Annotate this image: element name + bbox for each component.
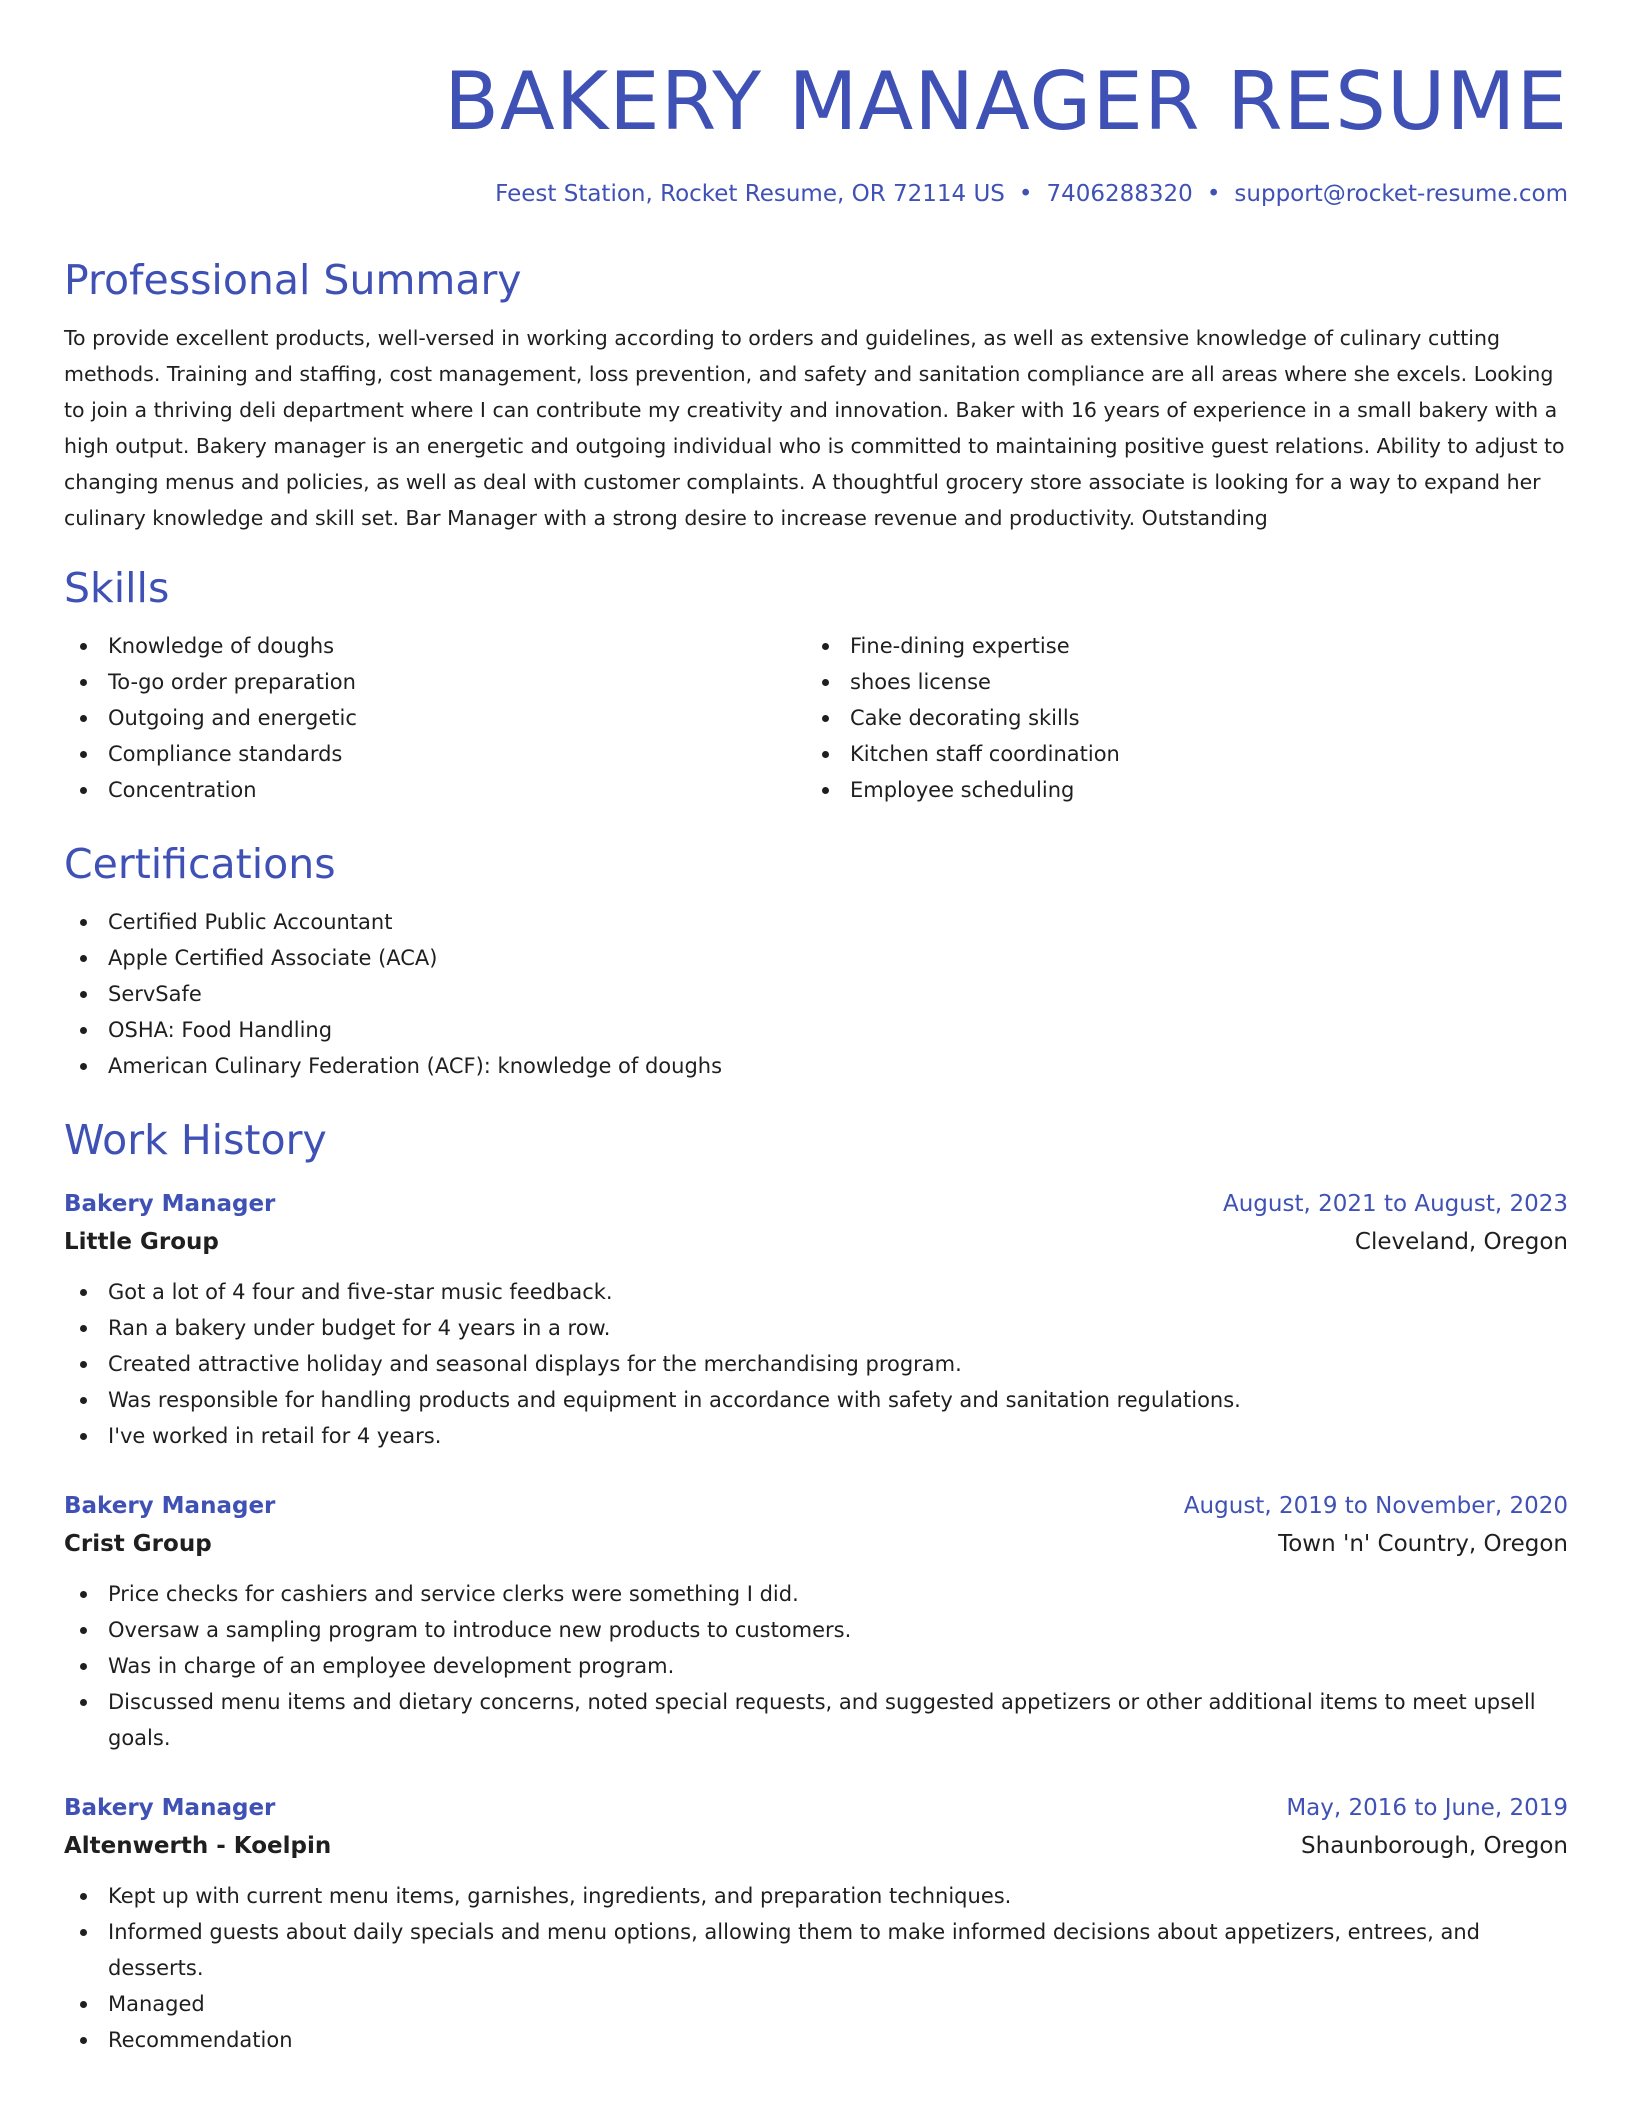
skills-list-left (64, 628, 806, 808)
skills-list-right (806, 628, 1548, 808)
job-dates: August, 2019 to November, 2020 (1183, 1493, 1568, 1519)
job-entry (64, 1790, 1568, 2058)
skill-item: Compliance standards (64, 736, 806, 772)
job-company-row (64, 1524, 1568, 1564)
skills-columns (64, 628, 1568, 808)
skill-item: shoes license (806, 664, 1548, 700)
certification-item: Apple Certified Associate (ACA) (64, 940, 1568, 976)
job-bullet: Was responsible for handling products and equipment in accordance with safety and sanitation regulations. (64, 1382, 1568, 1418)
job-bullet: I've worked in retail for 4 years. (64, 1418, 1568, 1454)
job-entry (64, 1186, 1568, 1454)
job-company: Altenwerth - Koelpin (64, 1833, 332, 1859)
work-history-heading: Work History (64, 1116, 327, 1164)
certification-item: ServSafe (64, 976, 1568, 1012)
job-dates: August, 2021 to August, 2023 (1223, 1191, 1568, 1217)
job-company-row (64, 1826, 1568, 1866)
job-bullet: Price checks for cashiers and service clerks were something I did. (64, 1576, 1568, 1612)
job-company-row (64, 1222, 1568, 1262)
contact-line (64, 178, 1568, 210)
job-bullet: Managed (64, 1986, 1568, 2022)
job-location: Cleveland, Oregon (1354, 1229, 1568, 1255)
skills-column-left (64, 628, 806, 808)
job-bullet: Kept up with current menu items, garnishes, ingredients, and preparation techniques. (64, 1878, 1568, 1914)
job-bullets (64, 1274, 1568, 1454)
contact-separator: • (1018, 181, 1033, 207)
summary-text: To provide excellent products, well-versed in working according to orders and guidelines, as well as extensive knowledge of culinary cutting methods. Training and staffing, cost management, loss prevention, and safety and sanitation compliance are all areas where she excels. Looking to join a thriving deli department where I can contribute my creativity and innovation. Baker with 16 years of experience in a small bakery with a high output. Bakery manager is an energetic and outgoing individual who is committed to maintaining positive guest relations. Ability to adjust to changing menus and policies, as well as deal with customer complaints. A thoughtful grocery store associate is looking for a way to expand her culinary knowledge and skill set. Bar Manager with a strong desire to increase revenue and productivity. Outstanding (64, 326, 1565, 530)
skill-item: Knowledge of doughs (64, 628, 806, 664)
job-bullet: Oversaw a sampling program to introduce new products to customers. (64, 1612, 1568, 1648)
certification-item: American Culinary Federation (ACF): knowledge of doughs (64, 1048, 1568, 1084)
skill-item: Cake decorating skills (806, 700, 1548, 736)
job-bullet: Discussed menu items and dietary concerns, noted special requests, and suggested appetizers or other additional items to meet upsell goals. (64, 1684, 1568, 1756)
job-bullet: Recommendation (64, 2022, 1568, 2058)
job-location: Shaunborough, Oregon (1301, 1833, 1568, 1859)
job-bullet: Got a lot of 4 four and five-star music feedback. (64, 1274, 1568, 1310)
summary-heading: Professional Summary (64, 256, 522, 304)
certification-item: Certified Public Accountant (64, 904, 1568, 940)
job-title: Bakery Manager (64, 1191, 276, 1217)
job-title: Bakery Manager (64, 1493, 276, 1519)
job-bullets (64, 1576, 1568, 1756)
job-company: Crist Group (64, 1531, 212, 1557)
job-bullet: Created attractive holiday and seasonal displays for the merchandising program. (64, 1346, 1568, 1382)
certification-item: OSHA: Food Handling (64, 1012, 1568, 1048)
contact-email: support@rocket-resume.com (1234, 181, 1568, 207)
skill-item: Employee scheduling (806, 772, 1548, 808)
skill-item: Outgoing and energetic (64, 700, 806, 736)
job-location: Town 'n' Country, Oregon (1278, 1531, 1568, 1557)
resume-title: BAKERY MANAGER RESUME (444, 55, 1568, 148)
skill-item: Concentration (64, 772, 806, 808)
job-header-row (64, 1790, 1568, 1826)
skill-item: Kitchen staff coordination (806, 736, 1548, 772)
job-company: Little Group (64, 1229, 219, 1255)
job-dates: May, 2016 to June, 2019 (1286, 1795, 1568, 1821)
contact-address: Feest Station, Rocket Resume, OR 72114 US (495, 181, 1005, 207)
skills-column-right (806, 628, 1548, 808)
job-bullet: Informed guests about daily specials and menu options, allowing them to make informed decisions about appetizers, entrees, and desserts. (64, 1914, 1568, 1986)
skills-heading: Skills (64, 564, 170, 612)
job-header-row (64, 1186, 1568, 1222)
skill-item: Fine-dining expertise (806, 628, 1548, 664)
job-bullets (64, 1878, 1568, 2058)
certifications-list (64, 904, 1568, 1084)
contact-phone: 7406288320 (1046, 181, 1193, 207)
job-entry (64, 1488, 1568, 1756)
job-header-row (64, 1488, 1568, 1524)
job-bullet: Ran a bakery under budget for 4 years in a row. (64, 1310, 1568, 1346)
job-title: Bakery Manager (64, 1795, 276, 1821)
job-bullet: Was in charge of an employee development program. (64, 1648, 1568, 1684)
certifications-heading: Certifications (64, 840, 336, 888)
contact-separator: • (1206, 181, 1221, 207)
resume-page (64, 0, 1568, 2058)
skill-item: To-go order preparation (64, 664, 806, 700)
